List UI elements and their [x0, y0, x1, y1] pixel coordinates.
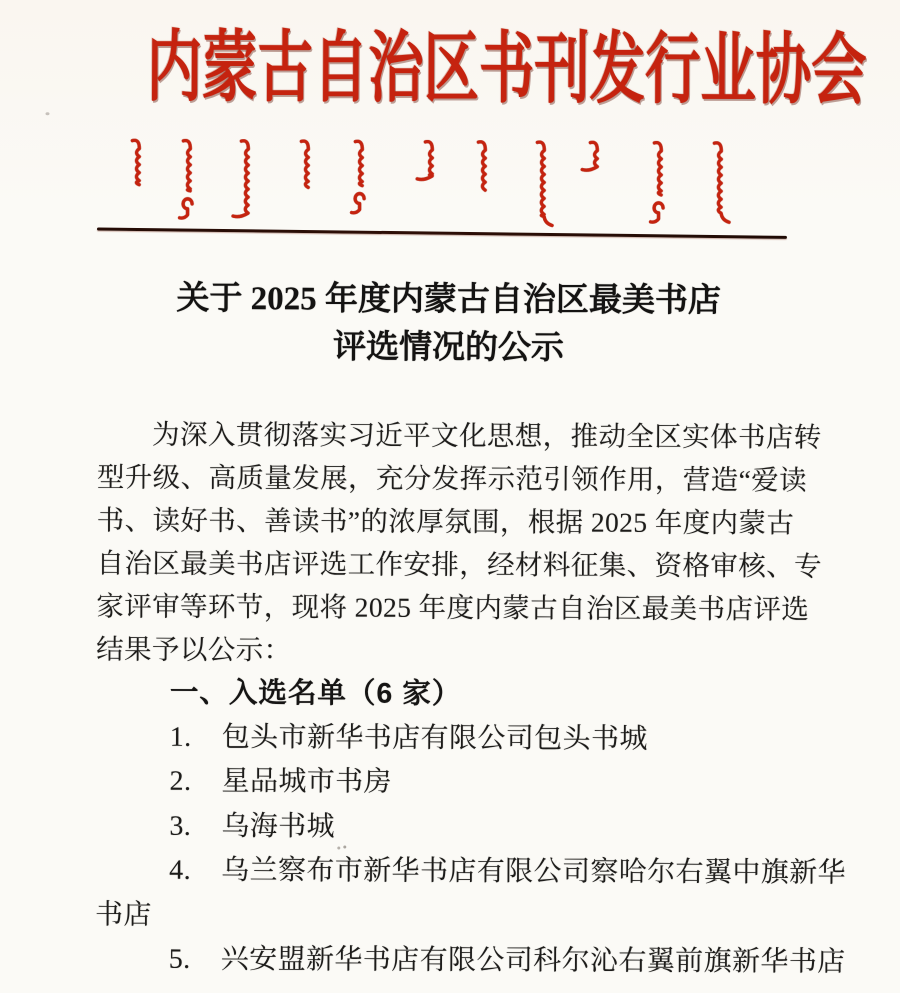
- list-item: [95, 759, 795, 807]
- body-paragraph: [96, 412, 823, 673]
- doc-title: [0, 274, 899, 374]
- paragraph-line: 书、读好书、善读书”的浓厚氛围，根据 2025 年度内蒙古: [96, 504, 795, 539]
- paragraph-line: 型升级、高质量发展，充分发挥示范引领作用，营造“爱读: [96, 461, 808, 496]
- list-item: [95, 937, 846, 985]
- list-item-number: 4.: [169, 854, 192, 886]
- list-item: [95, 804, 795, 852]
- paragraph-line: 为深入贯彻落实习近平文化思想，推动全区实体书店转: [152, 418, 822, 453]
- list-item-number: 2.: [169, 765, 192, 797]
- list-item-text: 星品城市书房: [221, 766, 393, 798]
- selection-list: [94, 670, 847, 985]
- list-item-text: 乌海书城: [221, 810, 336, 843]
- paragraph-line: 家评审等环节，现将 2025 年度内蒙古自治区最美书店评选: [96, 590, 810, 625]
- list-item: [95, 848, 847, 896]
- list-item-text: 兴安盟新华书店有限公司科尔沁右翼前旗新华书店: [220, 944, 846, 978]
- doc-title-line1: 关于 2025 年度内蒙古自治区最美书店: [176, 280, 722, 320]
- paragraph-line: 自治区最美书店评选工作安排，经材料征集、资格审核、专: [96, 547, 823, 582]
- org-name: 内蒙古自治区书刊发行业协会: [146, 23, 867, 114]
- list-item: [96, 715, 796, 763]
- scan-speck: [337, 847, 340, 850]
- paragraph-line: 结果予以公示：: [96, 633, 292, 666]
- list-item-number: 5.: [168, 943, 191, 975]
- doc-title-line2: 评选情况的公示: [332, 329, 565, 367]
- list-item-number: 1.: [169, 721, 192, 753]
- list-item-continuation: 书店: [94, 898, 152, 931]
- list-item-text: 乌兰察布市新华书店有限公司察哈尔右翼中旗新华: [221, 855, 847, 889]
- mongolian-script: [114, 129, 764, 234]
- list-heading: 一、入选名单（6 家）: [169, 676, 462, 711]
- list-item-text: 包头市新华书店有限公司包头书城: [221, 721, 648, 755]
- letterhead: [0, 22, 900, 138]
- list-item-number: 3.: [169, 810, 192, 842]
- scan-speck: [45, 112, 49, 115]
